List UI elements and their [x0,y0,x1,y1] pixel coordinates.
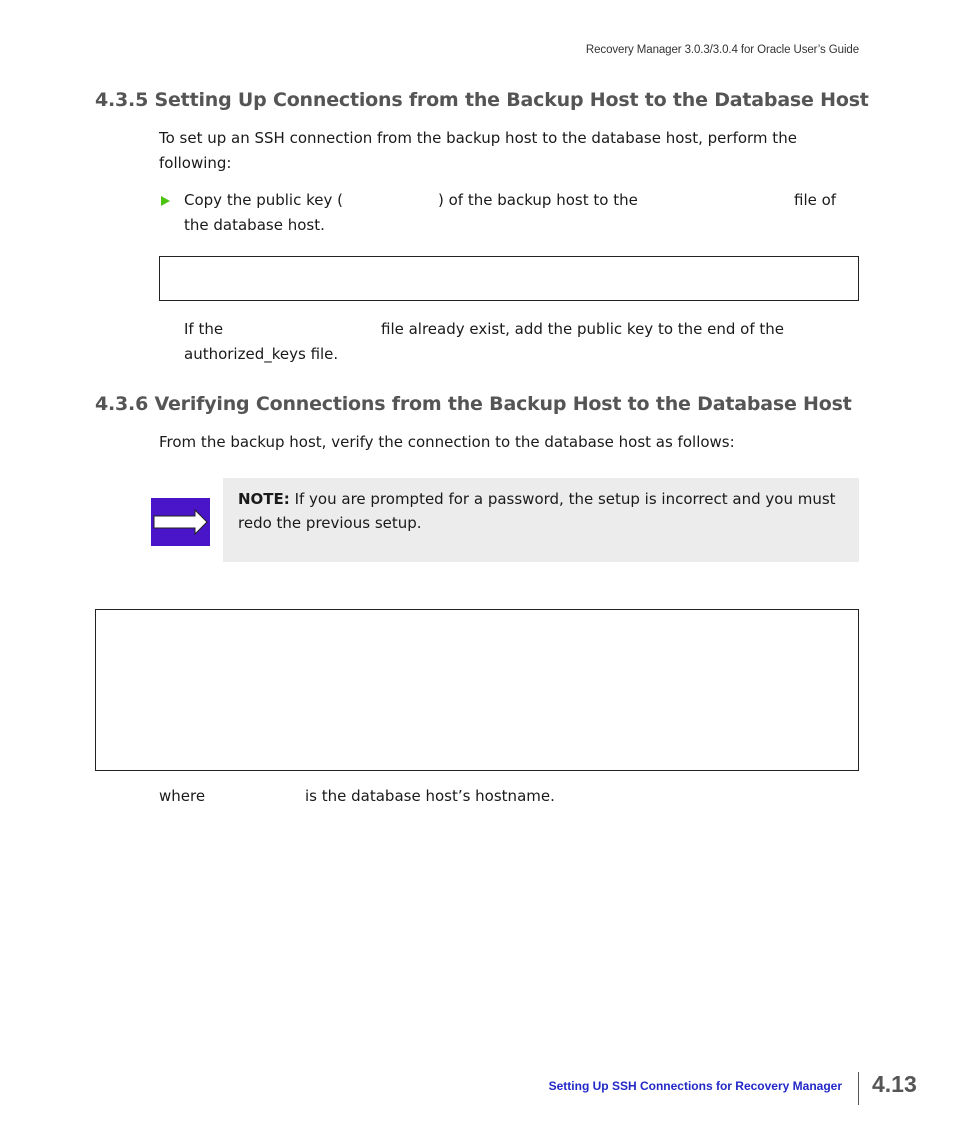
footer-chapter-title: Setting Up SSH Connections for Recovery Manager [548,1079,842,1093]
if-text-line-2: authorized_keys file. [184,345,339,363]
bullet-text-part-2: ) of the backup host to the [438,191,638,209]
note-label: NOTE: [238,490,290,508]
intro-line-1: To set up an SSH connection from the backup host to the database host, perform the [159,129,797,147]
triangle-bullet-icon [161,196,170,206]
code-block-copy-key [159,256,859,301]
bullet-text-part-1: Copy the public key ( [184,191,343,209]
footer-divider [858,1072,859,1105]
right-arrow-icon [151,498,210,546]
note-text [238,487,836,535]
where-text-part-2: is the database host’s hostname. [305,787,555,805]
where-text-part-1: where [159,787,206,805]
note-line-1: If you are prompted for a password, the setup is incorrect and you must [294,490,836,508]
if-text-part-1: If the [184,320,224,338]
if-text-part-2: file already exist, add the public key to the end of the [381,320,785,338]
running-header: Recovery Manager 3.0.3/3.0.4 for Oracle User’s Guide [585,44,859,56]
section-heading-4-3-5: 4.3.5 Setting Up Connections from the Backup Host to the Database Host [95,89,869,111]
code-block-verify [95,609,859,771]
verify-intro: From the backup host, verify the connection to the database host as follows: [159,433,735,451]
note-line-2: redo the previous setup. [238,514,422,532]
intro-line-2: following: [159,154,232,172]
bullet-text-line-2: the database host. [184,216,325,234]
bullet-text-part-3: file of [794,191,837,209]
section-heading-4-3-6: 4.3.6 Verifying Connections from the Backup Host to the Database Host [95,393,852,415]
page-number: 4.13 [872,1071,917,1097]
